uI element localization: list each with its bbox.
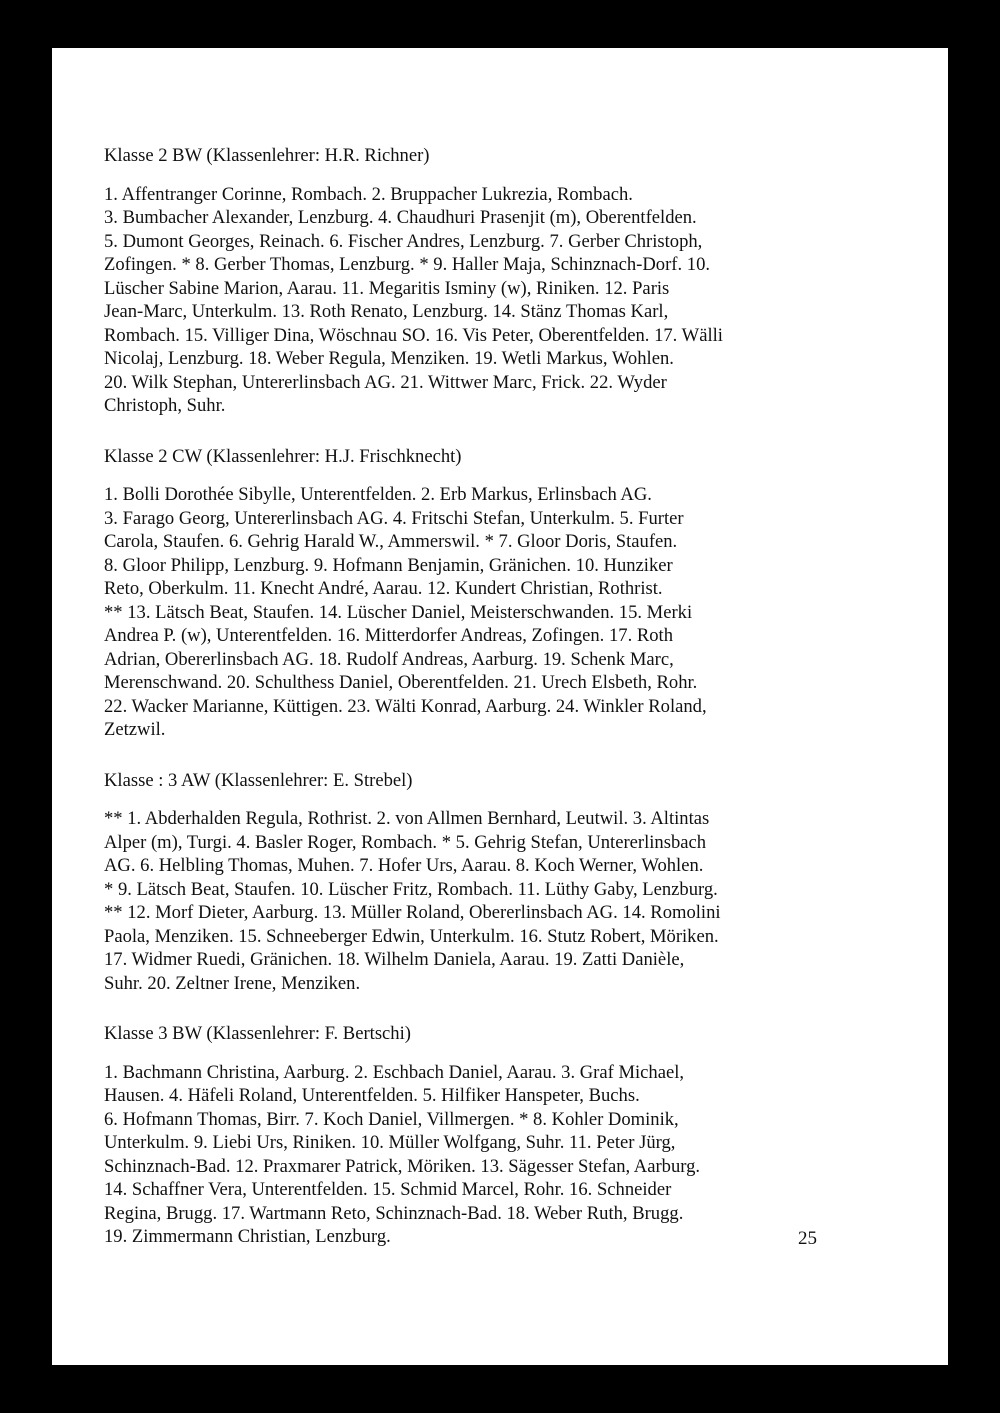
text-line: 1. Bachmann Christina, Aarburg. 2. Eschbach Daniel, Aarau. 3. Graf Michael,: [104, 1061, 685, 1083]
text-line: ** 13. Lätsch Beat, Staufen. 14. Lüscher Daniel, Meisterschwanden. 15. Merki: [104, 601, 693, 623]
text-line: * 9. Lätsch Beat, Staufen. 10. Lüscher Fritz, Rombach. 11. Lüthy Gaby, Lenzburg.: [104, 878, 718, 900]
section-body: [104, 183, 819, 418]
text-line: Zetzwil.: [104, 719, 166, 740]
text-line: Nicolaj, Lenzburg. 18. Weber Regula, Menziken. 19. Wetli Markus, Wohlen.: [104, 348, 674, 369]
text-line: Regina, Brugg. 17. Wartmann Reto, Schinznach-Bad. 18. Weber Ruth, Brugg.: [104, 1202, 684, 1224]
text-line: 3. Farago Georg, Untererlinsbach AG. 4. Fritschi Stefan, Unterkulm. 5. Furter: [104, 507, 684, 529]
text-line: Alper (m), Turgi. 4. Basler Roger, Rombach. * 5. Gehrig Stefan, Untererlinsbach: [104, 831, 707, 853]
section-body: [104, 807, 819, 995]
text-line: Schinznach-Bad. 12. Praxmarer Patrick, Möriken. 13. Sägesser Stefan, Aarburg.: [104, 1155, 701, 1177]
text-line: Jean-Marc, Unterkulm. 13. Roth Renato, Lenzburg. 14. Stänz Thomas Karl,: [104, 301, 669, 322]
page-number: 25: [798, 1228, 817, 1249]
section-heading: Klasse 2 BW (Klassenlehrer: H.R. Richner): [104, 145, 430, 166]
class-lists: [104, 144, 819, 1249]
text-line: ** 12. Morf Dieter, Aarburg. 13. Müller Roland, Obererlinsbach AG. 14. Romolini: [104, 902, 721, 923]
text-line: Rombach. 15. Villiger Dina, Wöschnau SO. 16. Vis Peter, Oberentfelden. 17. Wälli: [104, 324, 723, 346]
section-klasse-3bw: [104, 1022, 819, 1249]
text-line: 14. Schaffner Vera, Unterentfelden. 15. Schmid Marcel, Rohr. 16. Schneider: [104, 1179, 672, 1200]
section-heading: Klasse : 3 AW (Klassenlehrer: E. Strebel): [104, 769, 413, 791]
section-klasse-2bw: [104, 144, 819, 418]
text-line: Zofingen. * 8. Gerber Thomas, Lenzburg. * 9. Haller Maja, Schinznach-Dorf. 10.: [104, 254, 711, 275]
document-page: [52, 48, 948, 1365]
section-body: [104, 483, 819, 742]
text-line: 20. Wilk Stephan, Untererlinsbach AG. 21. Wittwer Marc, Frick. 22. Wyder: [104, 371, 667, 393]
section-klasse-2cw: [104, 445, 819, 742]
text-line: Adrian, Obererlinsbach AG. 18. Rudolf Andreas, Aarburg. 19. Schenk Marc,: [104, 648, 674, 670]
text-line: 3. Bumbacher Alexander, Lenzburg. 4. Chaudhuri Prasenjit (m), Oberentfelden.: [104, 207, 697, 228]
text-line: Lüscher Sabine Marion, Aarau. 11. Megaritis Isminy (w), Riniken. 12. Paris: [104, 277, 670, 299]
section-body: [104, 1061, 819, 1249]
text-line: Carola, Staufen. 6. Gehrig Harald W., Ammerswil. * 7. Gloor Doris, Staufen.: [104, 531, 678, 552]
text-line: Suhr. 20. Zeltner Irene, Menziken.: [104, 972, 361, 994]
section-heading: Klasse 2 CW (Klassenlehrer: H.J. Frischknecht): [104, 445, 462, 467]
text-line: Unterkulm. 9. Liebi Urs, Riniken. 10. Müller Wolfgang, Suhr. 11. Peter Jürg,: [104, 1132, 676, 1153]
section-klasse-3aw: [104, 769, 819, 996]
text-line: ** 1. Abderhalden Regula, Rothrist. 2. von Allmen Bernhard, Leutwil. 3. Altintas: [104, 808, 710, 829]
text-line: Christoph, Suhr.: [104, 395, 226, 416]
text-line: 1. Affentranger Corinne, Rombach. 2. Bruppacher Lukrezia, Rombach.: [104, 183, 633, 205]
text-line: 1. Bolli Dorothée Sibylle, Unterentfelden. 2. Erb Markus, Erlinsbach AG.: [104, 484, 652, 505]
text-line: 17. Widmer Ruedi, Gränichen. 18. Wilhelm Daniela, Aarau. 19. Zatti Danièle,: [104, 949, 685, 970]
text-line: 22. Wacker Marianne, Küttigen. 23. Wälti Konrad, Aarburg. 24. Winkler Roland,: [104, 695, 707, 717]
text-line: Merenschwand. 20. Schulthess Daniel, Oberentfelden. 21. Urech Elsbeth, Rohr.: [104, 672, 698, 693]
text-line: Hausen. 4. Häfeli Roland, Unterentfelden. 5. Hilfiker Hanspeter, Buchs.: [104, 1085, 640, 1106]
text-line: 19. Zimmermann Christian, Lenzburg.: [104, 1226, 391, 1247]
text-line: 8. Gloor Philipp, Lenzburg. 9. Hofmann Benjamin, Gränichen. 10. Hunziker: [104, 554, 673, 576]
text-line: Reto, Oberkulm. 11. Knecht André, Aarau. 12. Kundert Christian, Rothrist.: [104, 578, 663, 599]
text-line: AG. 6. Helbling Thomas, Muhen. 7. Hofer Urs, Aarau. 8. Koch Werner, Wohlen.: [104, 855, 704, 876]
text-line: 6. Hofmann Thomas, Birr. 7. Koch Daniel, Villmergen. * 8. Kohler Dominik,: [104, 1108, 679, 1130]
section-heading: Klasse 3 BW (Klassenlehrer: F. Bertschi): [104, 1023, 411, 1044]
text-line: 5. Dumont Georges, Reinach. 6. Fischer Andres, Lenzburg. 7. Gerber Christoph,: [104, 230, 703, 252]
text-line: Andrea P. (w), Unterentfelden. 16. Mitterdorfer Andreas, Zofingen. 17. Roth: [104, 625, 674, 646]
text-line: Paola, Menziken. 15. Schneeberger Edwin, Unterkulm. 16. Stutz Robert, Möriken.: [104, 925, 719, 947]
